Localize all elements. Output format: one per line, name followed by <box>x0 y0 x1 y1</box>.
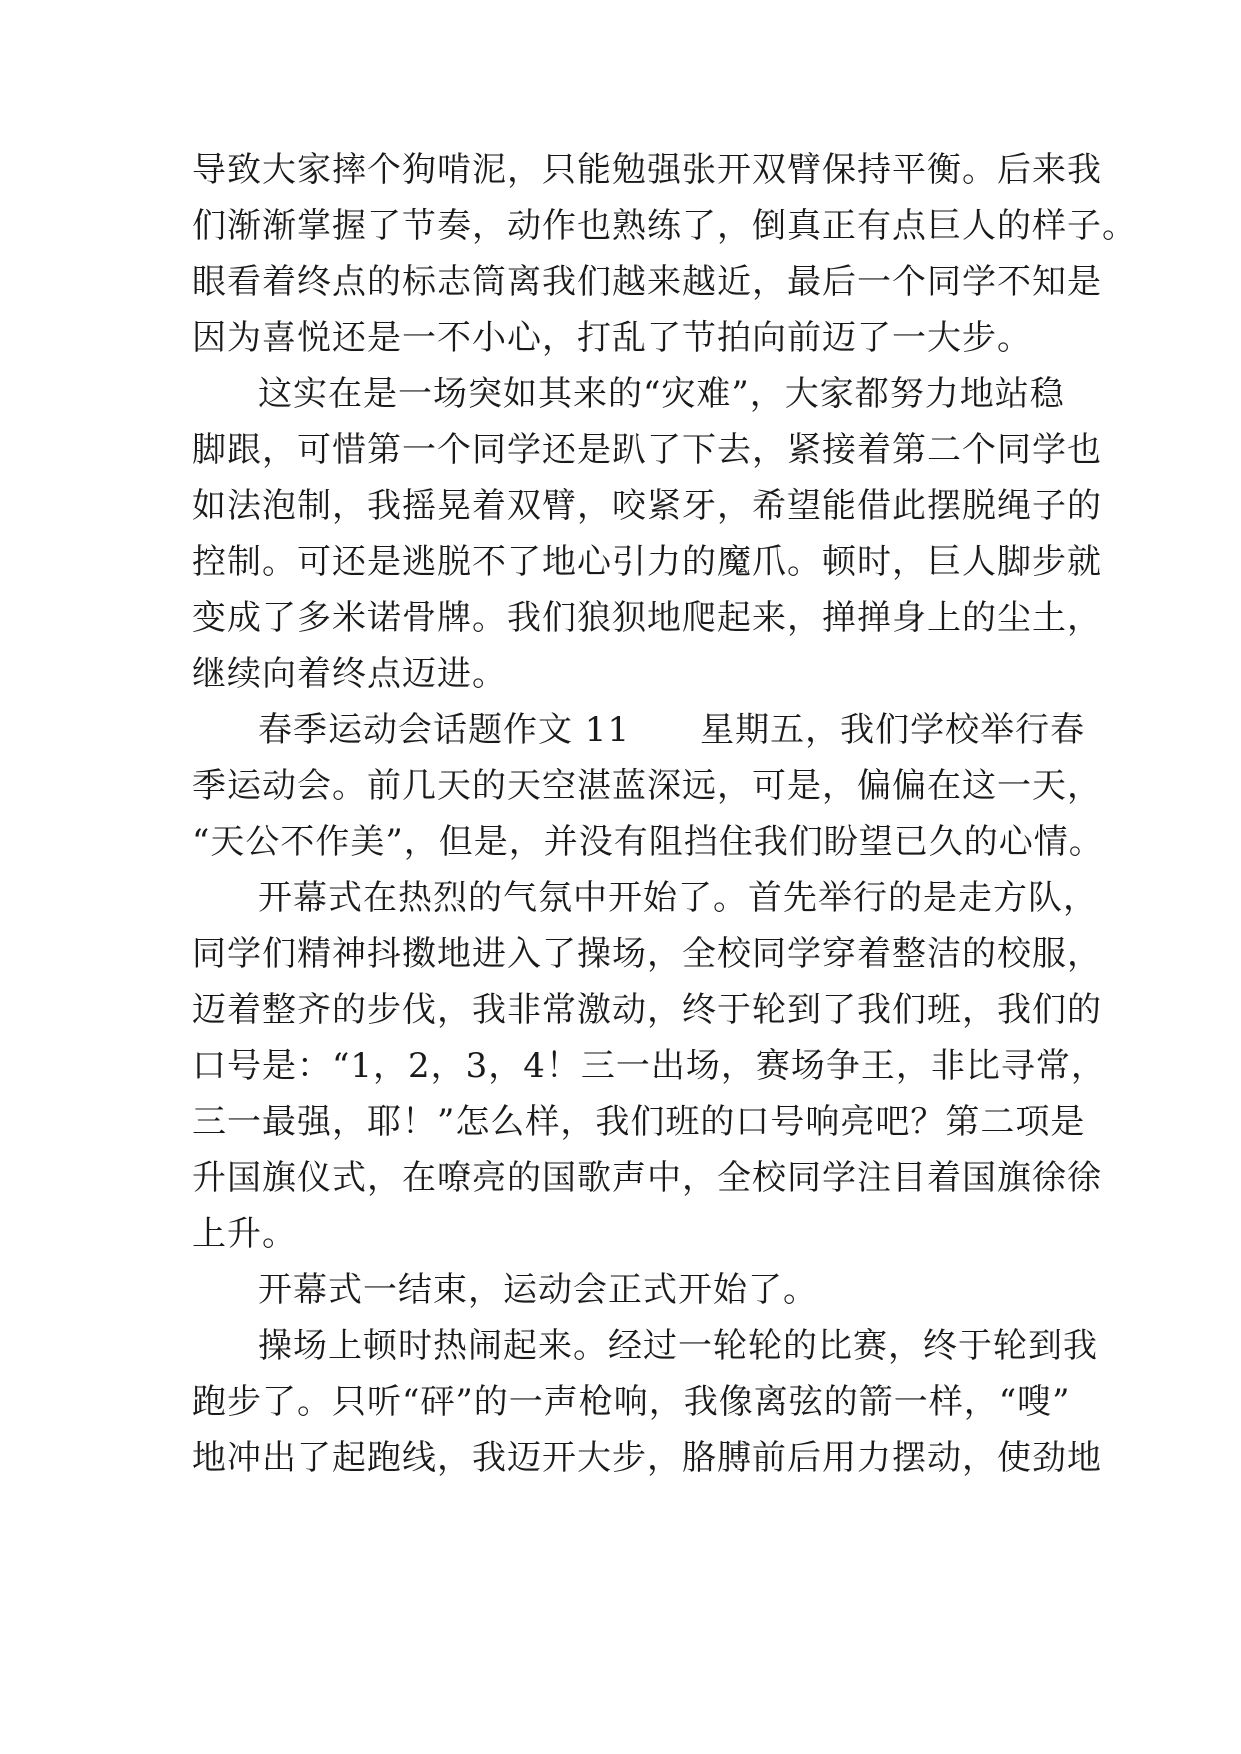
text-line: “天公不作美”，但是，并没有阻挡住我们盼望已久的心情。 <box>192 822 1104 862</box>
text-line: 脚跟，可惜第一个同学还是趴了下去，紧接着第二个同学也 <box>192 430 1102 470</box>
text-line: 同学们精神抖擞地进入了操场，全校同学穿着整洁的校服， <box>192 934 1102 974</box>
text-line: 因为喜悦还是一不小心，打乱了节拍向前迈了一大步。 <box>192 318 1032 358</box>
text-line: 这实在是一场突如其来的“灾难”，大家都努力地站稳 <box>258 374 1065 414</box>
text-line: 迈着整齐的步伐，我非常激动，终于轮到了我们班，我们的 <box>192 990 1102 1030</box>
text-line: 地冲出了起跑线，我迈开大步，胳膊前后用力摆动，使劲地 <box>192 1438 1102 1478</box>
text-line: 操场上顿时热闹起来。经过一轮轮的比赛，终于轮到我 <box>258 1326 1098 1366</box>
text-line: 控制。可还是逃脱不了地心引力的魔爪。顿时，巨人脚步就 <box>192 542 1102 582</box>
text-line: 开幕式在热烈的气氛中开始了。首先举行的是走方队， <box>258 878 1098 918</box>
text-line: 导致大家摔个狗啃泥，只能勉强张开双臂保持平衡。后来我 <box>192 150 1102 190</box>
text-line: 升国旗仪式，在嘹亮的国歌声中，全校同学注目着国旗徐徐 <box>192 1158 1102 1198</box>
text-line: 继续向着终点迈进。 <box>192 654 507 694</box>
text-line: 口号是：“1，2，3，4！三一出场，赛场争王，非比寻常， <box>192 1046 1106 1086</box>
text-line: 如法泡制，我摇晃着双臂，咬紧牙，希望能借此摆脱绳子的 <box>192 486 1102 526</box>
text-line: 开幕式一结束，运动会正式开始了。 <box>258 1270 818 1310</box>
text-line: 春季运动会话题作文 11 星期五，我们学校举行春 <box>258 710 1086 750</box>
text-line: 眼看着终点的标志筒离我们越来越近，最后一个同学不知是 <box>192 262 1102 302</box>
text-line: 三一最强，耶！”怎么样，我们班的口号响亮吧？第二项是 <box>192 1102 1086 1142</box>
text-line: 变成了多米诺骨牌。我们狼狈地爬起来，掸掸身上的尘土， <box>192 598 1102 638</box>
text-line: 跑步了。只听“砰”的一声枪响，我像离弦的箭一样，“嗖” <box>192 1382 1071 1422</box>
text-line: 上升。 <box>192 1214 297 1254</box>
text-line: 季运动会。前几天的天空湛蓝深远，可是，偏偏在这一天， <box>192 766 1102 806</box>
text-line: 们渐渐掌握了节奏，动作也熟练了，倒真正有点巨人的样子。 <box>192 206 1137 246</box>
